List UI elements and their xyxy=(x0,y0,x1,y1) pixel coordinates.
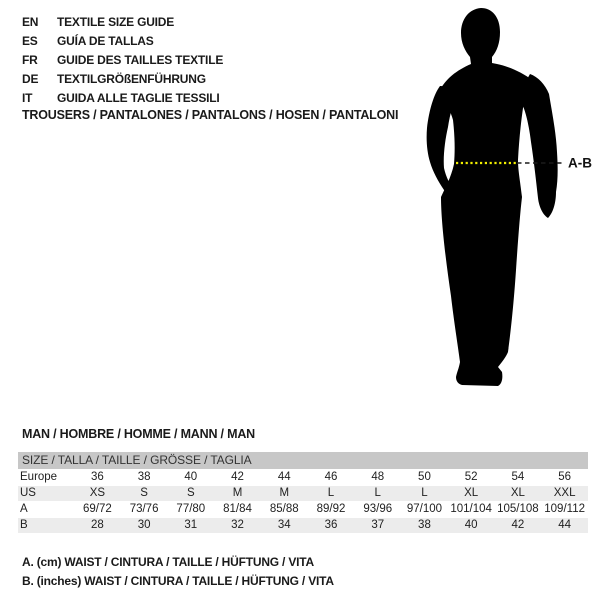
size-table-row xyxy=(18,502,588,517)
size-cell: 34 xyxy=(277,519,291,531)
size-cell: 32 xyxy=(231,519,244,531)
size-cell: S xyxy=(140,487,148,499)
language-code: EN xyxy=(22,15,39,29)
language-row xyxy=(22,70,223,89)
footnotes xyxy=(22,553,334,590)
size-cell: 40 xyxy=(464,519,478,531)
size-cell: XS xyxy=(89,487,106,499)
language-code: FR xyxy=(22,53,38,67)
size-row-label: B xyxy=(20,519,28,531)
size-cell: 37 xyxy=(371,519,385,531)
language-label: GUIDA ALLE TAGLIE TESSILI xyxy=(57,91,220,105)
size-cell: 77/80 xyxy=(176,503,206,515)
size-cell: 50 xyxy=(418,471,431,483)
size-cell: M xyxy=(279,487,290,499)
size-cell: 44 xyxy=(277,471,291,483)
size-cell: 81/84 xyxy=(223,503,252,515)
size-cell: 105/108 xyxy=(497,503,539,515)
language-code: DE xyxy=(22,72,39,86)
waist-measure-label: A-B xyxy=(568,155,592,171)
size-cell: L xyxy=(327,487,335,499)
footnote-a: A. (cm) WAIST / CINTURA / TAILLE / HÜFTUNG / VITA xyxy=(22,555,314,569)
size-cell: 38 xyxy=(137,471,151,483)
language-label: GUIDE DES TAILLES TEXTILE xyxy=(57,53,224,67)
size-table-body xyxy=(18,470,588,533)
size-cell: 28 xyxy=(90,519,104,531)
size-cell: 42 xyxy=(231,471,244,483)
size-table-header: SIZE / TALLA / TAILLE / GRÖSSE / TAGLIA xyxy=(18,452,588,469)
size-row-label: A xyxy=(20,503,28,515)
size-cell: S xyxy=(186,487,195,499)
language-code: ES xyxy=(22,34,38,48)
size-cell: XXL xyxy=(553,487,576,499)
size-cell: 97/100 xyxy=(406,503,443,515)
size-table-row xyxy=(18,486,588,501)
size-cell: XL xyxy=(464,487,479,499)
footnote-b: B. (inches) WAIST / CINTURA / TAILLE / HÜFTUNG / VITA xyxy=(22,573,334,588)
size-cell: 38 xyxy=(418,519,431,531)
figure-area xyxy=(410,0,600,400)
language-label: TEXTILGRÖßENFÜHRUNG xyxy=(57,72,206,86)
language-row xyxy=(22,51,223,70)
size-cell: 40 xyxy=(184,471,198,483)
size-cell: XL xyxy=(510,487,525,499)
size-cell: 56 xyxy=(558,471,572,483)
size-table xyxy=(18,452,588,533)
garment-type-line: TROUSERS / PANTALONES / PANTALONS / HOSEN / PANTALONI xyxy=(22,108,399,122)
size-table-row xyxy=(18,470,588,485)
language-label: TEXTILE SIZE GUIDE xyxy=(57,15,175,29)
size-cell: 48 xyxy=(371,471,385,483)
language-list xyxy=(22,13,223,108)
size-cell: 69/72 xyxy=(82,503,112,515)
size-cell: 42 xyxy=(511,519,525,531)
size-cell: 85/88 xyxy=(269,503,299,515)
size-cell: 109/112 xyxy=(544,503,585,515)
man-silhouette xyxy=(410,0,600,400)
size-row-label: US xyxy=(20,487,36,499)
size-cell: 73/76 xyxy=(129,503,159,515)
size-table-row xyxy=(18,518,588,533)
size-cell: 44 xyxy=(558,519,572,531)
size-cell: 52 xyxy=(464,471,478,483)
size-cell: 30 xyxy=(137,519,151,531)
size-cell: 36 xyxy=(324,519,338,531)
size-row-label: Europe xyxy=(20,471,58,483)
language-row xyxy=(22,89,223,108)
language-label: GUÍA DE TALLAS xyxy=(57,34,154,48)
size-cell: 89/92 xyxy=(316,503,346,515)
size-cell: L xyxy=(374,487,381,499)
section-title-man: MAN / HOMBRE / HOMME / MANN / MAN xyxy=(22,427,255,441)
language-code: IT xyxy=(22,91,33,105)
size-cell: 31 xyxy=(184,519,198,531)
size-cell: 54 xyxy=(511,471,525,483)
size-cell: 101/104 xyxy=(450,503,492,515)
language-row xyxy=(22,32,223,51)
silhouette-right-arm xyxy=(522,74,558,218)
size-cell: 36 xyxy=(90,471,104,483)
language-row xyxy=(22,13,223,32)
size-cell: L xyxy=(421,487,428,499)
size-cell: 93/96 xyxy=(363,503,393,515)
size-cell: M xyxy=(232,487,243,499)
size-cell: 46 xyxy=(324,471,338,483)
